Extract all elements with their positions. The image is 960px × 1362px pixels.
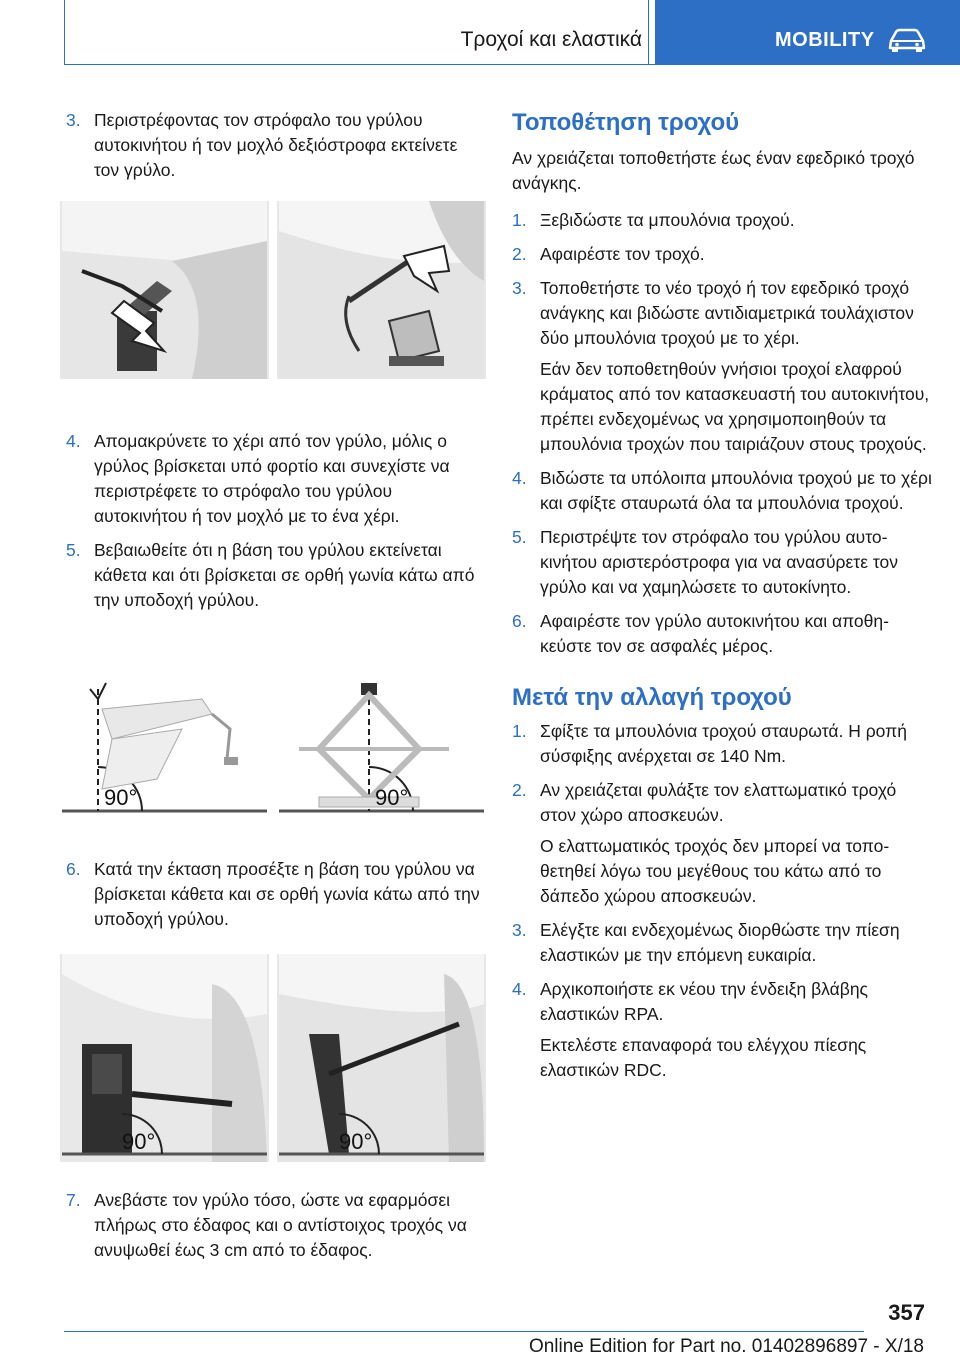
section-intro: Αν χρειάζεται τοποθετήστε έως έναν εφεδρικό τροχό ανάγκης. (512, 148, 915, 193)
step-item (512, 719, 932, 769)
figure-jack-photos (60, 954, 486, 1162)
figure-jack-angle (60, 669, 486, 819)
step-text: Αρχικοποιήστε εκ νέου την ένδειξη βλάβης ελαστικών RPA. (540, 979, 868, 1024)
step-number: 4. (512, 979, 527, 999)
left-column (66, 108, 486, 1263)
angle-label: 90° (104, 785, 138, 810)
section-title: Τροχοί και ελαστικά (460, 28, 642, 51)
step-item (512, 609, 932, 659)
step-item (66, 429, 486, 529)
figure-panel (60, 669, 269, 819)
figure-panel (60, 201, 269, 379)
step-number: 6. (66, 859, 81, 879)
footer-edition: Online Edition for Part no. 01402896897 - X/18 (528, 1336, 924, 1357)
figure-panel (277, 954, 486, 1162)
jack-crank-illustration (60, 201, 269, 379)
header-separator (648, 0, 649, 64)
figure-panel (277, 201, 486, 379)
step-item (512, 276, 932, 457)
mobility-tab[interactable] (655, 0, 960, 64)
mobility-tab-label: MOBILITY (775, 29, 875, 51)
figure-panel (277, 669, 486, 819)
step-item (512, 242, 932, 267)
angle-label: 90° (375, 785, 409, 810)
step-text: Σφίξτε τα μπουλόνια τροχού σταυρωτά. Η ροπή σύσφιξης ανέρχεται σε 140 Nm. (540, 721, 907, 766)
step-number: 3. (66, 110, 81, 130)
figure-crank-rotation (60, 201, 486, 379)
step-number: 1. (512, 721, 527, 741)
header-rule (64, 64, 960, 65)
step-text: Περιστρέψτε τον στρόφαλο του γρύλου αυτοκινήτου αριστερόστροφα για να ανασύρετε τον γρύλο και να χαμηλώσετε το αυτοκίνητο. (540, 527, 899, 597)
step-number: 5. (512, 527, 527, 547)
angle-label: 90° (339, 1129, 373, 1154)
step-item (66, 108, 486, 183)
step-number: 7. (66, 1190, 81, 1210)
section-heading-after-change: Μετά την αλλαγή τροχού (512, 684, 792, 711)
right-column (512, 108, 932, 1083)
step-item (512, 918, 932, 968)
step-number: 3. (512, 278, 527, 298)
step-text: Περιστρέφοντας τον στρόφαλο του γρύλου αυτοκινήτου ή τον μοχλό δεξιόστροφα εκτείνετε τον γρύλο. (94, 110, 458, 180)
page-number: 357 (888, 1300, 925, 1325)
section-heading-wheel-mount: Τοποθέτηση τροχού (512, 109, 740, 136)
step-item (512, 466, 932, 516)
step-text: Βεβαιωθείτε ότι η βάση του γρύλου εκτείνεται κάθετα και ότι βρίσκεται σε ορθή γωνία κάτω από την υποδοχή γρύλου. (94, 540, 475, 610)
angle-label: 90° (122, 1129, 156, 1154)
figure-panel (60, 954, 269, 1162)
step-item (66, 1188, 486, 1263)
footer-rule (64, 1331, 864, 1332)
step-text: Τοποθετήστε το νέο τροχό ή τον εφεδρικό τροχό ανάγκης και βιδώστε αντιδιαμετρικά τουλάχιστον δύο μπουλόνια τροχού με το χέρι. (540, 278, 914, 348)
step-number: 5. (66, 540, 81, 560)
jack-side-view-illustration (60, 669, 269, 819)
step-number: 2. (512, 244, 527, 264)
step-item (512, 778, 932, 909)
step-note: Εκτελέστε επαναφορά του ελέγχου πίεσης ελαστικών RDC. (540, 1035, 867, 1080)
step-item (512, 977, 932, 1083)
jack-photo-front (60, 954, 269, 1162)
step-number: 3. (512, 920, 527, 940)
step-text: Αφαιρέστε τον τροχό. (540, 244, 705, 264)
jack-front-view-illustration (277, 669, 486, 819)
step-note: Ο ελαττωματικός τροχός δεν μπορεί να τοποθετηθεί λόγω του μεγέθους του κάτω από το δάπεδο χώρου αποσκευών. (540, 836, 890, 906)
jack-lever-illustration (277, 201, 486, 379)
step-number: 2. (512, 780, 527, 800)
step-item (512, 525, 932, 600)
step-number: 1. (512, 210, 527, 230)
step-text: Αφαιρέστε τον γρύλο αυτοκινήτου και αποθηκεύστε τον σε ασφαλές μέρος. (540, 611, 889, 656)
car-icon (887, 27, 927, 53)
step-text: Απομακρύνετε το χέρι από τον γρύλο, μόλις ο γρύλος βρίσκεται υπό φορτίο και συνεχίστε να περιστρέφετε το στρόφαλο του γρύλου αυτοκινήτου ή τον μοχλό με το ένα χέρι. (94, 431, 450, 526)
step-text: Κατά την έκταση προσέξτε η βάση του γρύλου να βρίσκεται κάθετα και σε ορθή γωνία κάτω από την υποδοχή γρύλου. (94, 859, 480, 929)
step-item (66, 857, 486, 932)
step-text: Αν χρειάζεται φυλάξτε τον ελαττωματικό τροχό στον χώρο αποσκευών. (540, 780, 897, 825)
step-text: Ανεβάστε τον γρύλο τόσο, ώστε να εφαρμόσει πλήρως στο έδαφος και ο αντίστοιχος τροχός να ανυψωθεί έως 3 cm από το έδαφος. (94, 1190, 467, 1260)
step-text: Ελέγξτε και ενδεχομένως διορθώστε την πίεση ελαστικών με την επόμενη ευκαιρία. (540, 920, 900, 965)
step-text: Βιδώστε τα υπόλοιπα μπουλόνια τροχού με το χέρι και σφίξτε σταυρωτά όλα τα μπουλόνια τροχού. (540, 468, 932, 513)
step-note: Εάν δεν τοποθετηθούν γνήσιοι τροχοί ελαφρού κράματος από τον κατασκευαστή του αυτοκινήτου, πρέπει ενδεχομένως να χρησιμοποιηθούν τα μπουλόνια τροχών που ταιριάζουν στους τροχούς. (540, 359, 930, 454)
step-item (512, 208, 932, 233)
step-number: 4. (512, 468, 527, 488)
step-text: Ξεβιδώστε τα μπουλόνια τροχού. (540, 210, 795, 230)
step-number: 4. (66, 431, 81, 451)
step-item (66, 538, 486, 613)
jack-photo-side (277, 954, 486, 1162)
step-number: 6. (512, 611, 527, 631)
